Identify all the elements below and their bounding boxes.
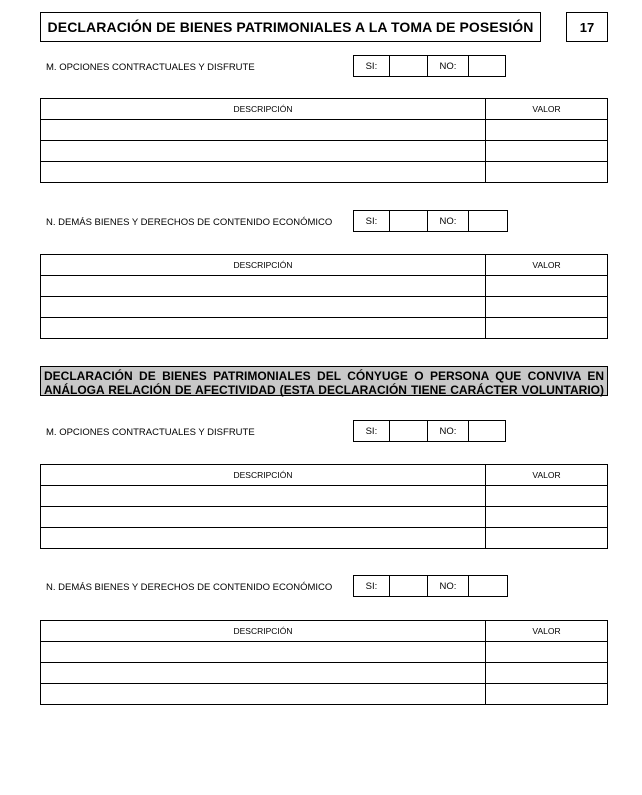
yes-label: SI:	[354, 211, 390, 231]
description-cell[interactable]	[41, 276, 486, 297]
value-header: VALOR	[486, 465, 608, 486]
no-checkbox[interactable]	[469, 576, 507, 596]
page-number: 17	[566, 12, 608, 42]
value-cell[interactable]	[486, 507, 608, 528]
section-n-label: N. DEMÁS BIENES Y DERECHOS DE CONTENIDO ECONÓMICO	[46, 217, 333, 228]
table-row	[41, 141, 608, 162]
description-cell[interactable]	[41, 486, 486, 507]
no-checkbox[interactable]	[469, 421, 505, 441]
table-row	[41, 486, 608, 507]
yes-checkbox[interactable]	[390, 56, 428, 76]
no-label: NO:	[428, 211, 470, 231]
spouse-banner-line2: ANÁLOGA RELACIÓN DE AFECTIVIDAD (ESTA DECLARACIÓN TIENE CARÁCTER VOLUNTARIO)	[44, 383, 604, 397]
section-m-label: M. OPCIONES CONTRACTUALES Y DISFRUTE	[46, 62, 255, 73]
description-cell[interactable]	[41, 642, 486, 663]
yes-checkbox[interactable]	[390, 211, 428, 231]
spouse-section-m-yes-no	[353, 420, 506, 442]
no-label: NO:	[428, 576, 470, 596]
table-row	[41, 528, 608, 549]
section-m-yes-no	[353, 55, 506, 77]
value-cell[interactable]	[486, 528, 608, 549]
value-header: VALOR	[486, 99, 608, 120]
value-cell[interactable]	[486, 276, 608, 297]
value-cell[interactable]	[486, 162, 608, 183]
description-header: DESCRIPCIÓN	[41, 255, 486, 276]
description-header: DESCRIPCIÓN	[41, 99, 486, 120]
value-cell[interactable]	[486, 684, 608, 705]
table-row	[41, 642, 608, 663]
spouse-section-n-label: N. DEMÁS BIENES Y DERECHOS DE CONTENIDO ECONÓMICO	[46, 582, 333, 593]
description-cell[interactable]	[41, 684, 486, 705]
no-checkbox[interactable]	[469, 211, 507, 231]
spouse-banner-line1: DECLARACIÓN DE BIENES PATRIMONIALES DEL CÓNYUGE O PERSONA QUE CONVIVA EN	[44, 369, 604, 383]
value-header: VALOR	[486, 621, 608, 642]
value-header: VALOR	[486, 255, 608, 276]
section-m-table	[40, 98, 608, 183]
table-row	[41, 684, 608, 705]
description-cell[interactable]	[41, 318, 486, 339]
description-cell[interactable]	[41, 528, 486, 549]
yes-checkbox[interactable]	[390, 421, 428, 441]
value-cell[interactable]	[486, 141, 608, 162]
table-row	[41, 276, 608, 297]
no-checkbox[interactable]	[469, 56, 505, 76]
spouse-section-n-table	[40, 620, 608, 705]
section-n-yes-no	[353, 210, 508, 232]
description-cell[interactable]	[41, 663, 486, 684]
description-cell[interactable]	[41, 162, 486, 183]
table-row	[41, 162, 608, 183]
description-cell[interactable]	[41, 507, 486, 528]
description-header: DESCRIPCIÓN	[41, 465, 486, 486]
spouse-section-m-label: M. OPCIONES CONTRACTUALES Y DISFRUTE	[46, 427, 255, 438]
spouse-section-banner	[40, 366, 608, 396]
table-row	[41, 318, 608, 339]
section-n-table	[40, 254, 608, 339]
description-header: DESCRIPCIÓN	[41, 621, 486, 642]
yes-label: SI:	[354, 421, 390, 441]
value-cell[interactable]	[486, 120, 608, 141]
yes-label: SI:	[354, 56, 390, 76]
spouse-section-n-yes-no	[353, 575, 508, 597]
value-cell[interactable]	[486, 318, 608, 339]
table-row	[41, 663, 608, 684]
value-cell[interactable]	[486, 663, 608, 684]
no-label: NO:	[428, 56, 470, 76]
no-label: NO:	[428, 421, 470, 441]
value-cell[interactable]	[486, 297, 608, 318]
yes-checkbox[interactable]	[390, 576, 428, 596]
description-cell[interactable]	[41, 120, 486, 141]
page-title: DECLARACIÓN DE BIENES PATRIMONIALES A LA TOMA DE POSESIÓN	[40, 12, 541, 42]
description-cell[interactable]	[41, 297, 486, 318]
table-row	[41, 297, 608, 318]
value-cell[interactable]	[486, 486, 608, 507]
table-row	[41, 120, 608, 141]
description-cell[interactable]	[41, 141, 486, 162]
table-row	[41, 507, 608, 528]
spouse-section-m-table	[40, 464, 608, 549]
yes-label: SI:	[354, 576, 390, 596]
value-cell[interactable]	[486, 642, 608, 663]
